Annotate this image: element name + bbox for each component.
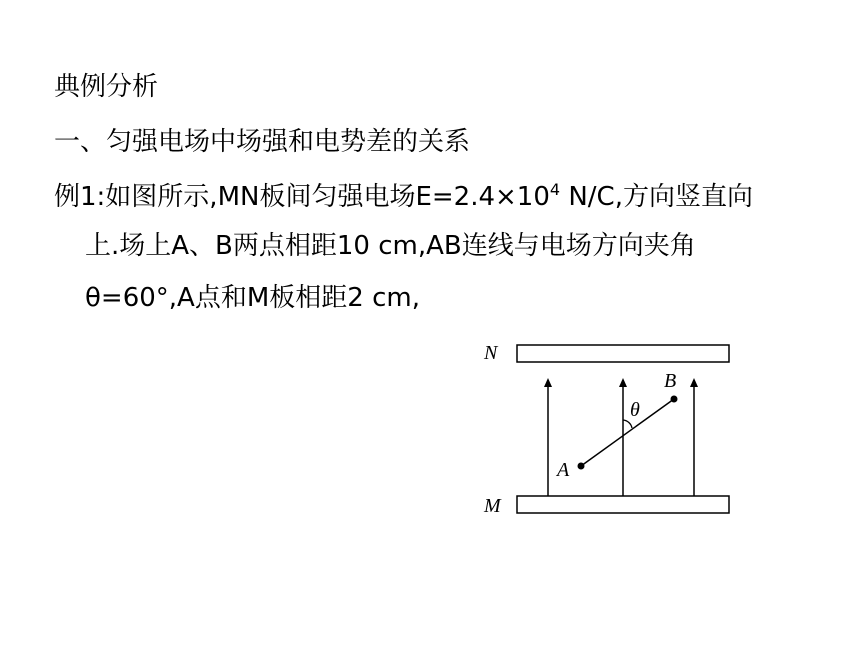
angle-theta-label: θ bbox=[630, 399, 640, 421]
plate-m-label: M bbox=[484, 495, 501, 517]
exponent: 4 bbox=[549, 180, 561, 199]
example-line-3: θ=60°,A点和M板相距2 cm, bbox=[85, 283, 420, 313]
example-line-1-prefix: 例1:如图所示,MN板间匀强电场E=2.4×10 bbox=[54, 182, 550, 212]
point-a-label: A bbox=[557, 459, 570, 481]
section-title: 一、匀强电场中场强和电势差的关系 bbox=[54, 127, 471, 157]
example-line-1-suffix: N/C,方向竖直向 bbox=[560, 182, 753, 212]
example-line-2: 上.场上A、B两点相距10 cm,AB连线与电场方向夹角 bbox=[85, 231, 696, 261]
point-b bbox=[671, 396, 678, 403]
heading: 典例分析 bbox=[54, 72, 159, 102]
point-a bbox=[578, 463, 585, 470]
point-b-label: B bbox=[664, 370, 677, 392]
example-line-1 bbox=[54, 180, 753, 214]
plate-n bbox=[517, 345, 729, 362]
plate-n-label: N bbox=[484, 342, 498, 364]
plate-m bbox=[517, 496, 729, 513]
angle-arc bbox=[623, 420, 632, 428]
segment-ab bbox=[581, 399, 674, 466]
electric-field-figure bbox=[470, 330, 740, 525]
